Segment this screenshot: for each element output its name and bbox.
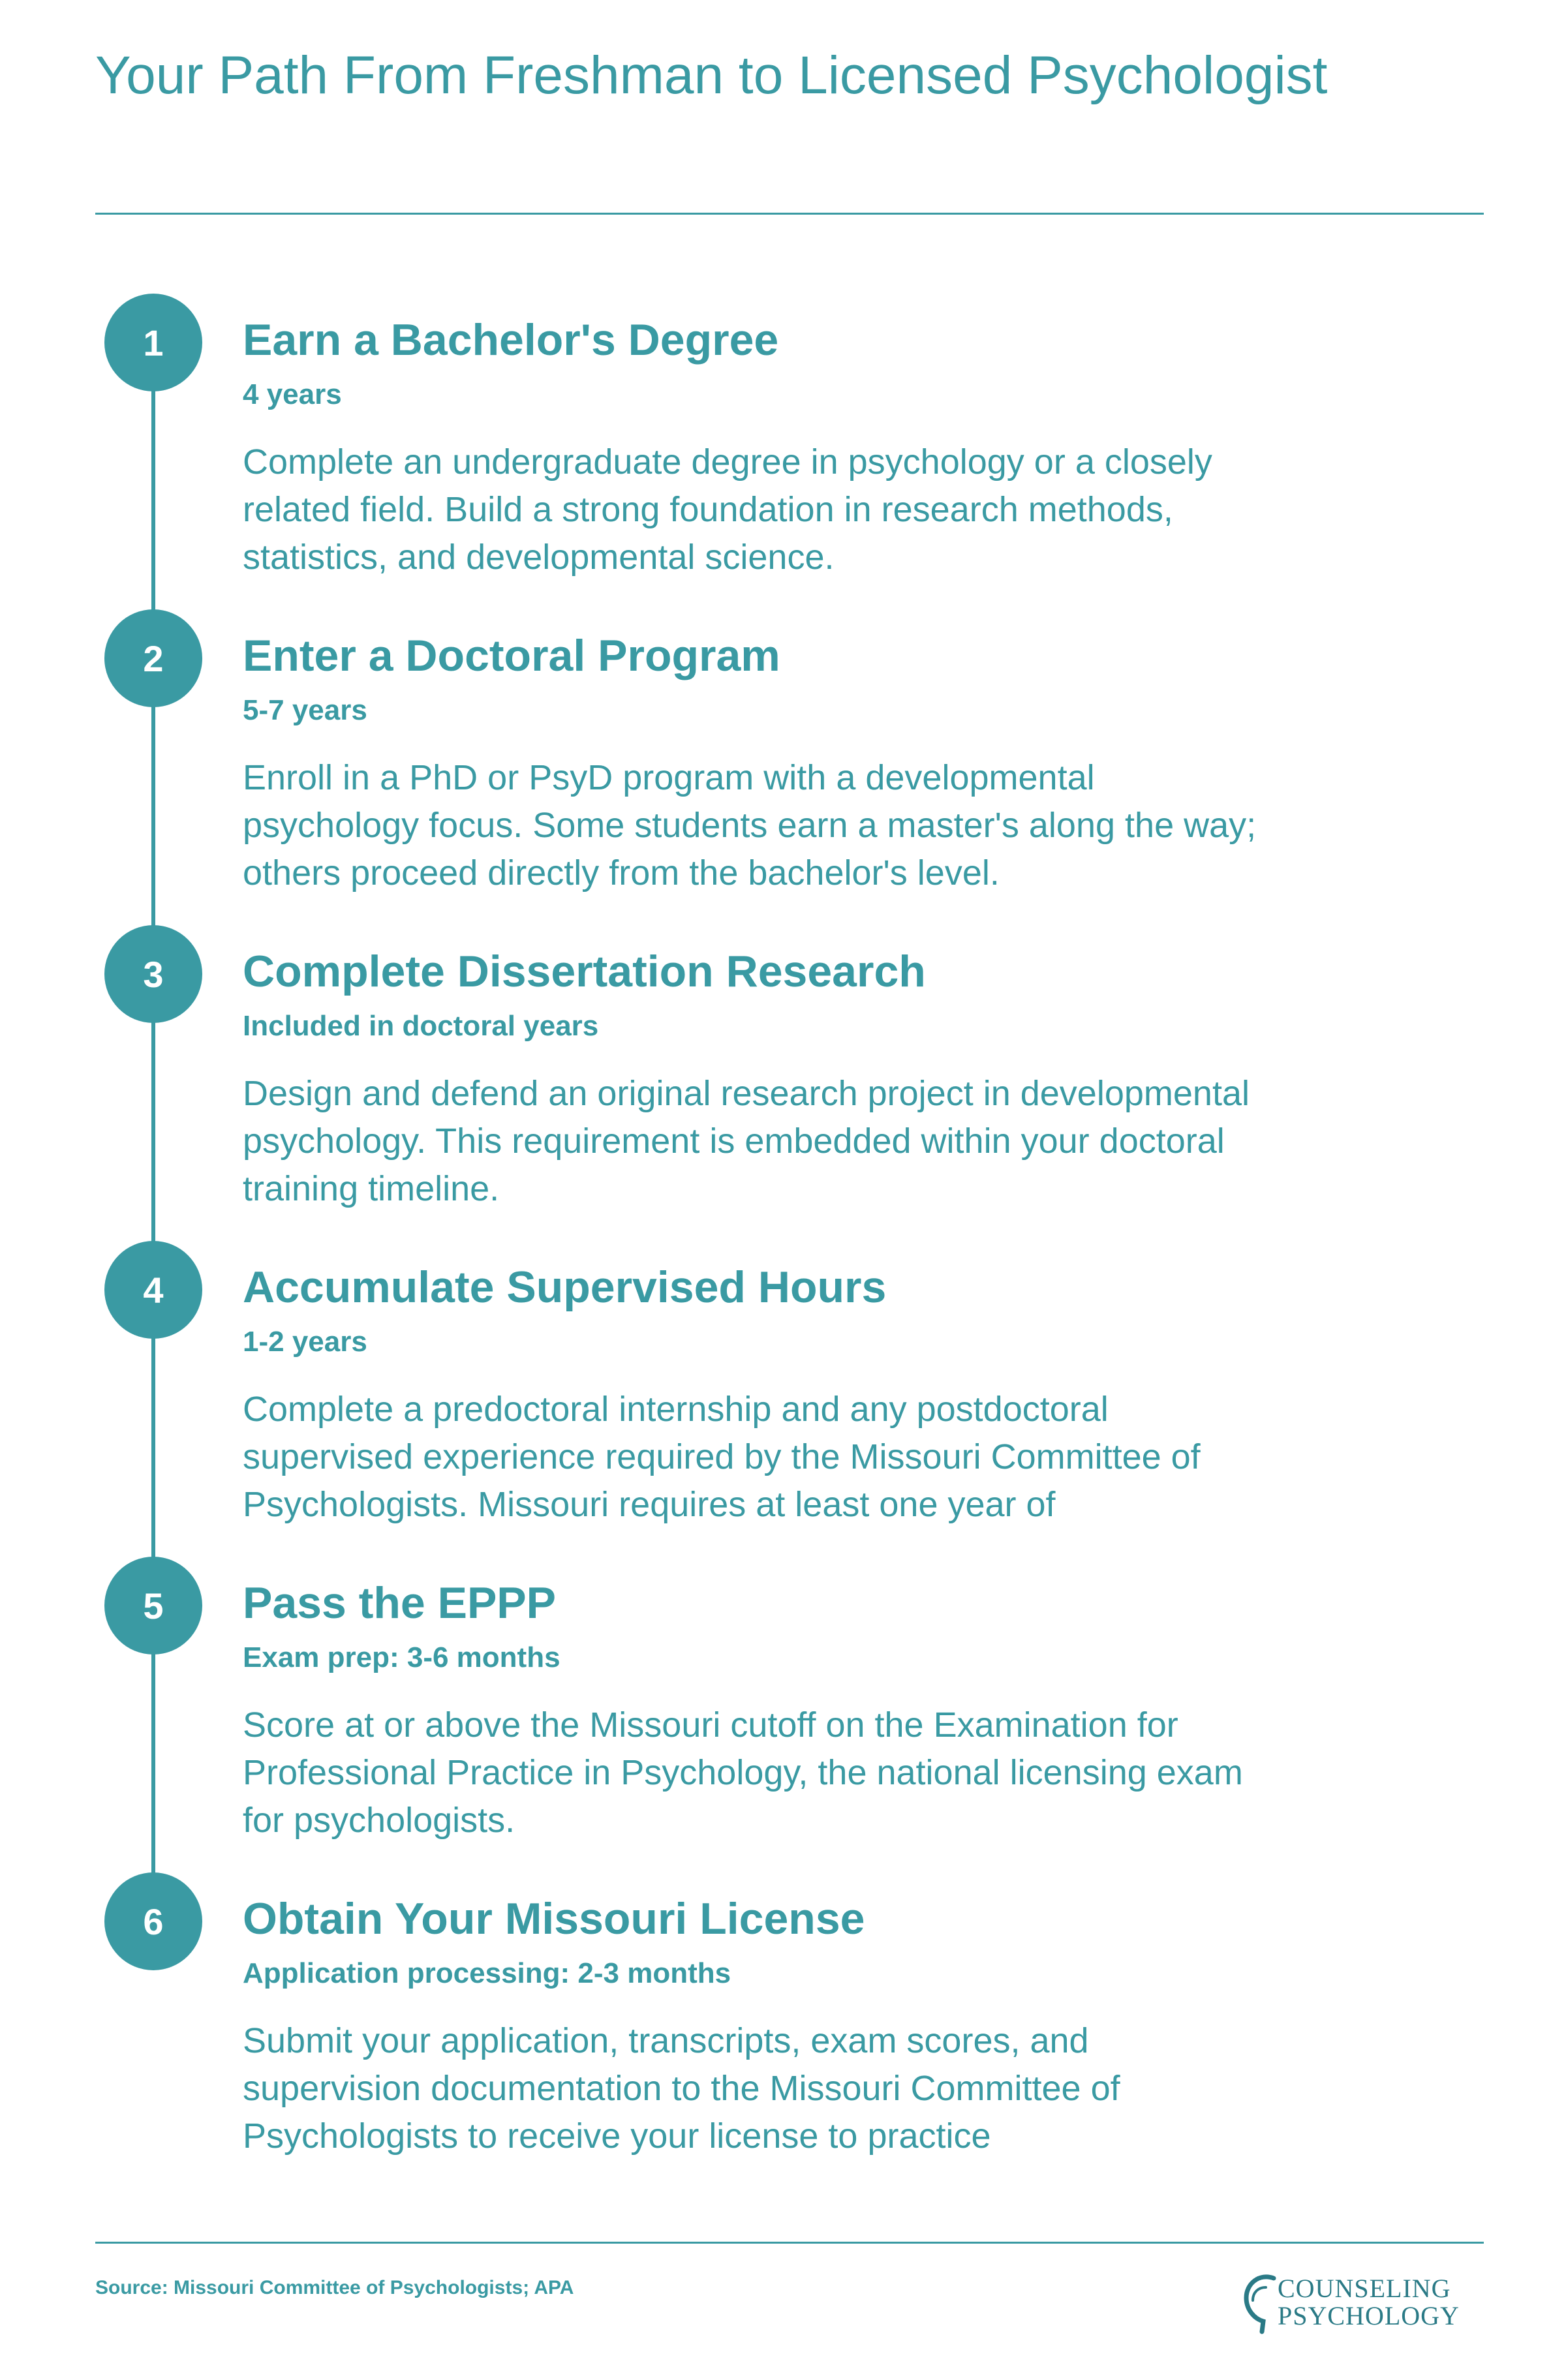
step-title: Obtain Your Missouri License	[243, 1894, 865, 1944]
step-description: Complete an undergraduate degree in psychology or a closely related field. Build a strong foundation in research methods, statistics, and developmental science.	[243, 442, 1212, 577]
step-title: Pass the EPPP	[243, 1578, 557, 1628]
step-description: Submit your application, transcripts, exam scores, and supervision documentation to the Missouri Committee of Psychologists to receive your license to practice	[243, 2021, 1120, 2156]
step-duration: 1-2 years	[243, 1326, 367, 1358]
step-title: Accumulate Supervised Hours	[243, 1262, 887, 1312]
step-duration: Exam prep: 3-6 months	[243, 1641, 560, 1673]
counseling-psychology-logo	[1240, 2264, 1488, 2336]
step-description: Complete a predoctoral internship and any postdoctoral supervised experience required by the Missouri Committee of Psychologists. Missouri requires at least one year of	[243, 1390, 1201, 1524]
step-number-badge: 1	[104, 294, 202, 391]
timeline-step-3	[0, 925, 1566, 1241]
page-title: Your Path From Freshman to Licensed Psychologist	[95, 46, 1328, 105]
step-number-badge: 5	[104, 1557, 202, 1655]
step-duration: Application processing: 2-3 months	[243, 1957, 731, 1989]
step-number-badge: 2	[104, 609, 202, 707]
step-description: Score at or above the Missouri cutoff on the Examination for Professional Practice in Psychology, the national licensing exam for psychologists.	[243, 1705, 1243, 1840]
footer-divider	[95, 2242, 1484, 2244]
timeline-step-4	[0, 1241, 1566, 1557]
source-note: Source: Missouri Committee of Psychologists; APA	[95, 2277, 574, 2298]
logo-text-top: COUNSELING	[1278, 2274, 1451, 2303]
step-number-badge: 4	[104, 1241, 202, 1339]
timeline-step-6	[0, 1872, 1566, 2188]
step-duration: 4 years	[243, 378, 342, 410]
timeline-step-2	[0, 609, 1566, 925]
header-divider	[95, 213, 1484, 215]
logo-text-bottom: PSYCHOLOGY	[1278, 2301, 1460, 2330]
step-description: Enroll in a PhD or PsyD program with a developmental psychology focus. Some students earn a master's along the way; others proceed directly from the bachelor's level.	[243, 758, 1257, 892]
step-number-badge: 6	[104, 1872, 202, 1970]
step-number-badge: 3	[104, 925, 202, 1023]
timeline-step-5	[0, 1557, 1566, 1872]
step-duration: Included in doctoral years	[243, 1010, 599, 1042]
step-duration: 5-7 years	[243, 694, 367, 726]
step-title: Complete Dissertation Research	[243, 947, 926, 996]
timeline-step-1	[0, 294, 1566, 609]
step-title: Enter a Doctoral Program	[243, 631, 780, 680]
step-description: Design and defend an original research project in developmental psychology. This requirement is embedded within your doctoral training timeline.	[243, 1074, 1250, 1208]
step-title: Earn a Bachelor's Degree	[243, 315, 779, 365]
